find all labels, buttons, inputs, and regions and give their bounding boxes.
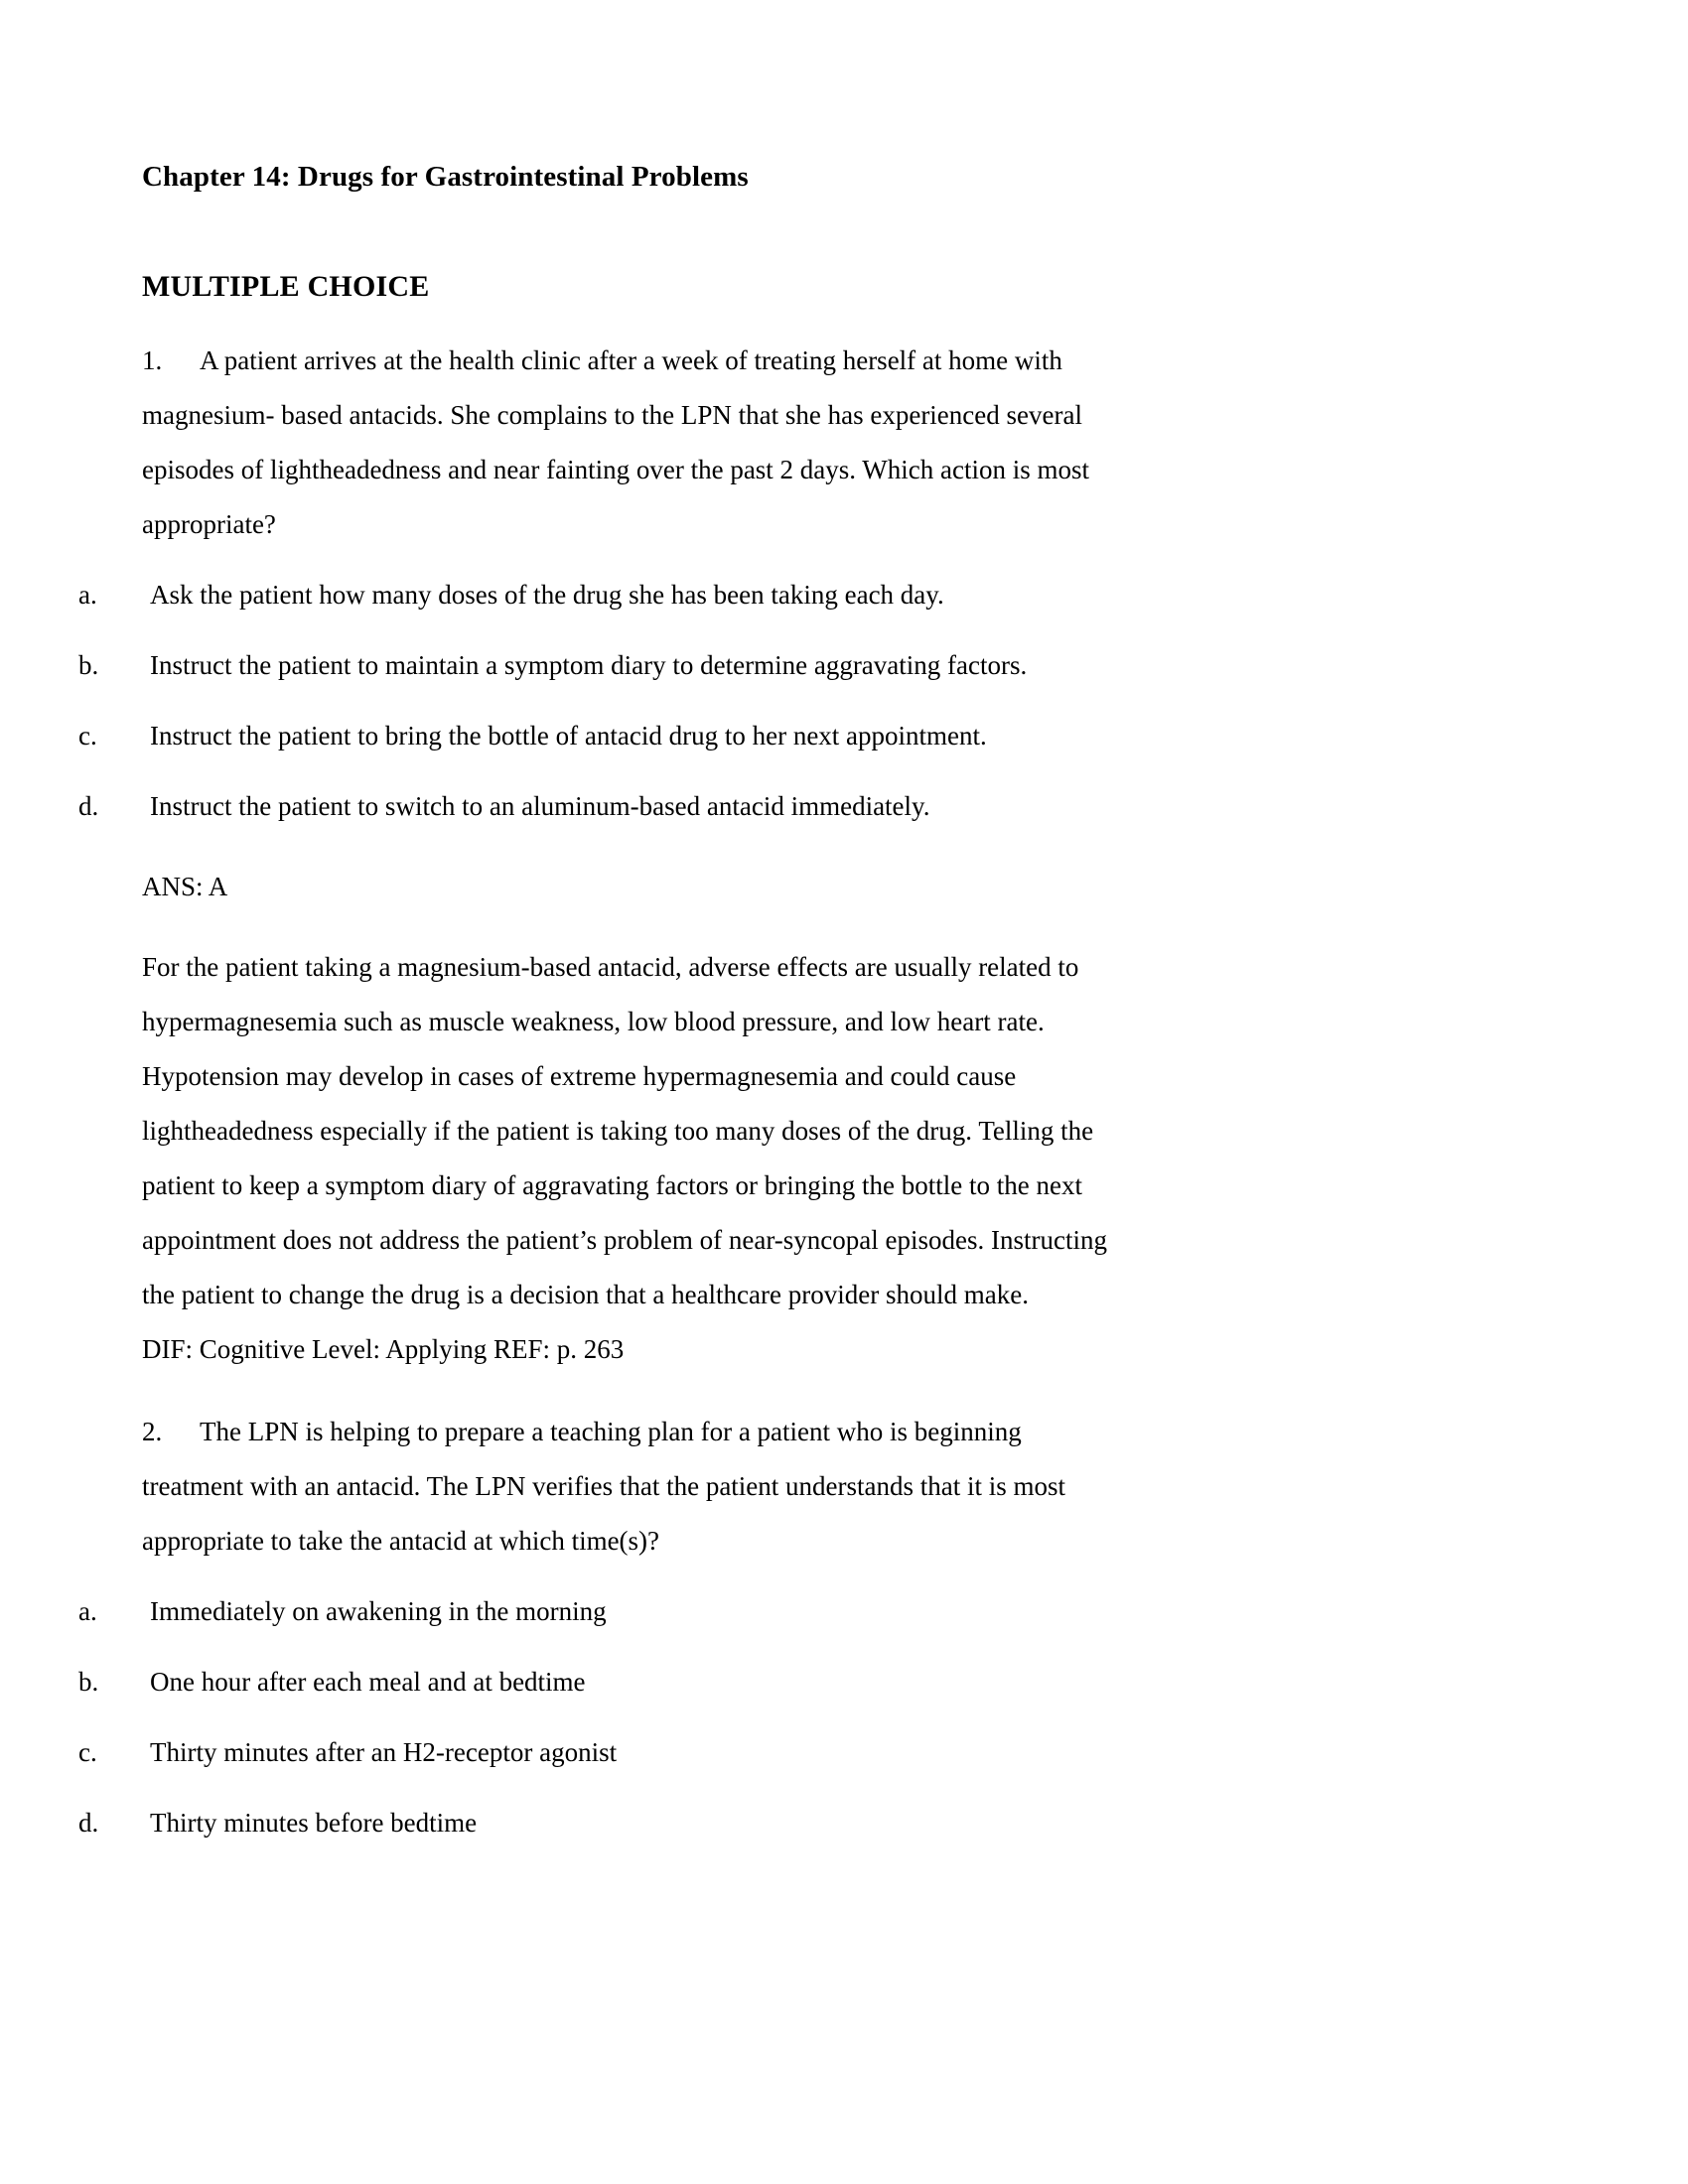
option-label: d.: [78, 790, 99, 821]
option-d[interactable]: [78, 779, 1117, 834]
option-d[interactable]: [78, 1796, 1117, 1850]
question-text: A patient arrives at the health clinic after a week of treating herself at home with magnesium- based antacids. She complains to the LPN that she has experienced several episodes of lightheadedness and near fainting over the past 2 days. Which action is most appropriate?: [142, 344, 1090, 539]
question-text: The LPN is helping to prepare a teaching plan for a patient who is beginning treatment with an antacid. The LPN verifies that the patient understands that it is most appropriate to take the antacid at which time(s)?: [142, 1416, 1066, 1556]
option-label: b.: [78, 649, 99, 680]
option-text: Instruct the patient to bring the bottle of antacid drug to her next appointment.: [150, 720, 987, 751]
option-label: a.: [78, 1595, 97, 1626]
question-stem: [142, 1405, 1117, 1569]
answer-key: ANS: A: [142, 871, 228, 901]
option-b[interactable]: [78, 638, 1117, 693]
option-text: Instruct the patient to switch to an aluminum-based antacid immediately.: [150, 790, 930, 821]
option-a[interactable]: [78, 568, 1117, 622]
option-text: Instruct the patient to maintain a symptom diary to determine aggravating factors.: [150, 649, 1028, 680]
answer-rationale: For the patient taking a magnesium-based antacid, adverse effects are usually related to hypermagnesemia such as muscle weakness, low blood pressure, and low heart rate. Hypotension may develop in cases of extreme hypermagnesemia and could cause lightheadedness especially if the patient is taking too many doses of the drug. Telling the patient to keep a symptom diary of aggravating factors or bringing the bottle to the next appointment does not address the patient’s problem of near-syncopal episodes. Instructing the patient to change the drug is a decision that a healthcare provider should make.: [142, 951, 1107, 1309]
question-stem: [142, 334, 1117, 552]
option-b[interactable]: [78, 1655, 1117, 1709]
option-text: Immediately on awakening in the morning: [150, 1595, 607, 1626]
section-heading-multiple-choice: MULTIPLE CHOICE: [142, 270, 430, 304]
option-label: d.: [78, 1807, 99, 1838]
chapter-title: Chapter 14: Drugs for Gastrointestinal Problems: [142, 161, 749, 193]
option-a[interactable]: [78, 1584, 1117, 1639]
option-c[interactable]: [78, 1725, 1117, 1780]
option-label: c.: [78, 1736, 97, 1767]
option-text: One hour after each meal and at bedtime: [150, 1666, 586, 1697]
question-metadata: DIF: Cognitive Level: Applying REF: p. 263: [142, 1333, 625, 1364]
option-label: a.: [78, 579, 97, 610]
option-label: c.: [78, 720, 97, 751]
option-text: Thirty minutes before bedtime: [150, 1807, 478, 1838]
document-body: [78, 159, 1117, 1850]
question-number: 2.: [142, 1416, 163, 1446]
option-text: Ask the patient how many doses of the drug she has been taking each day.: [150, 579, 944, 610]
option-text: Thirty minutes after an H2-receptor agonist: [150, 1736, 618, 1767]
option-c[interactable]: [78, 709, 1117, 763]
question-number: 1.: [142, 344, 163, 375]
option-label: b.: [78, 1666, 99, 1697]
